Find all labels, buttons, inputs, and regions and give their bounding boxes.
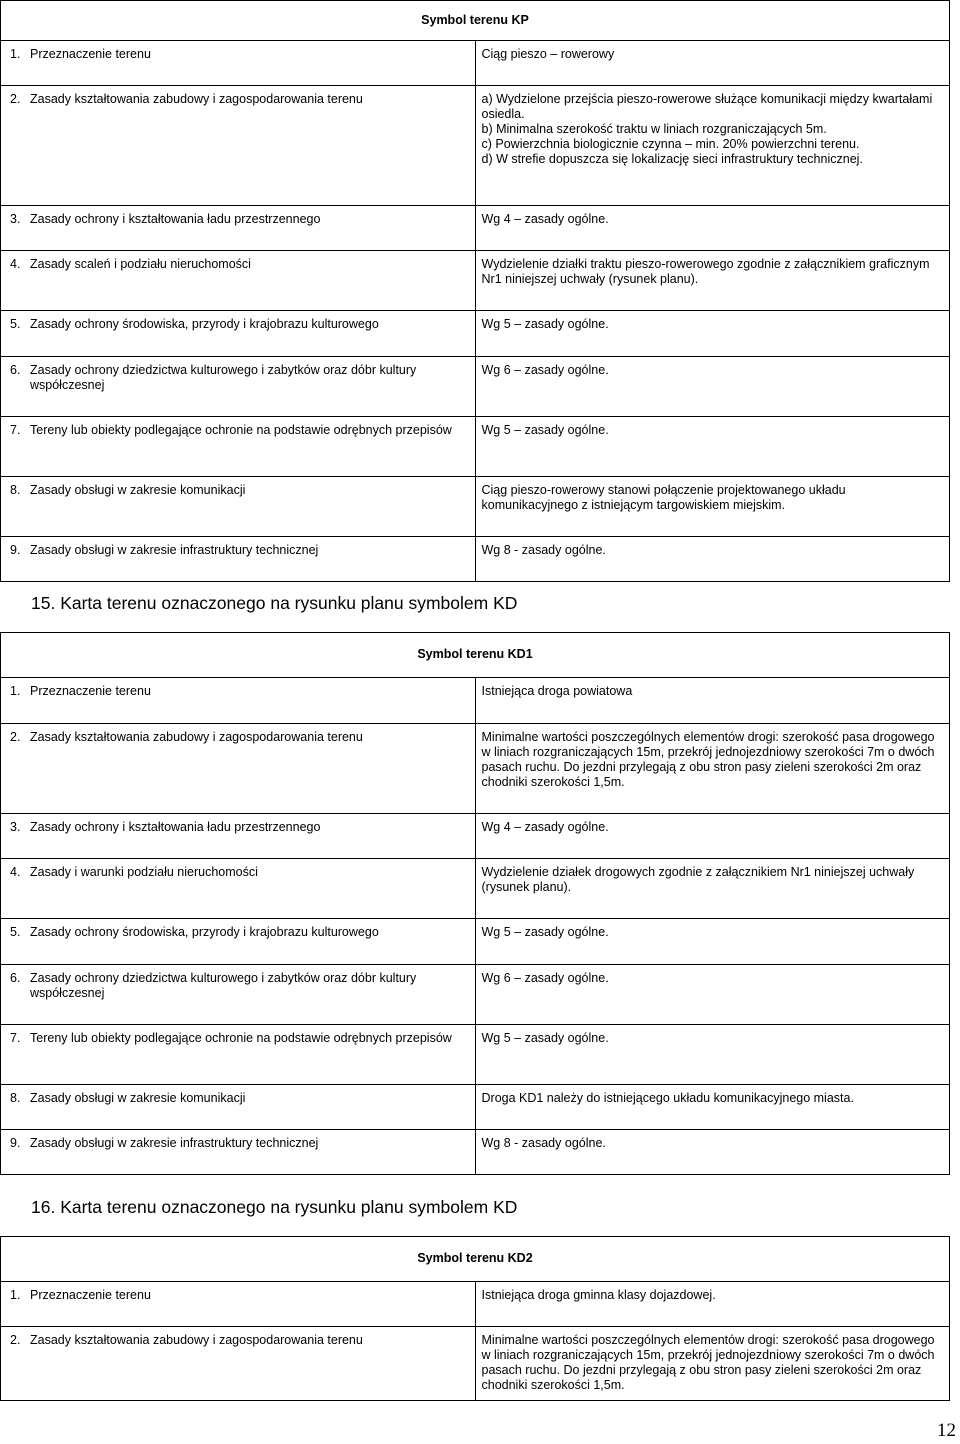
row-label: Zasady obsługi w zakresie infrastruktury technicznej	[30, 543, 319, 557]
table-row	[1, 1327, 950, 1401]
row-label: Zasady ochrony dziedzictwa kulturowego i zabytków oraz dóbr kultury współczesnej	[30, 971, 417, 1000]
row-value-line: Minimalne wartości poszczególnych elementów drogi: szerokość pasa drogowego w liniach rozgraniczających 15m, przekrój jednojezdniowy szerokości 7m o dwóch pasach ruchu. Do jezdni przylegają z obu stron pasy zieleni szerokości 2m oraz chodniki szerokości 1,5m.	[481, 1333, 935, 1392]
row-value-line: Wg 6 – zasady ogólne.	[481, 971, 609, 985]
row-number: 2.	[10, 730, 21, 744]
row-value-line: Wg 4 – zasady ogólne.	[481, 820, 609, 834]
table-row	[1, 1025, 950, 1085]
table-row	[1, 1282, 950, 1327]
row-label: Przeznaczenie terenu	[30, 47, 151, 61]
row-number: 1.	[10, 684, 21, 698]
table-row	[1, 1085, 950, 1130]
row-number: 8.	[10, 483, 21, 497]
row-value-line: c) Powierzchnia biologicznie czynna – min. 20% powierzchni terenu.	[481, 137, 860, 151]
table-row	[1, 537, 950, 582]
row-label: Zasady kształtowania zabudowy i zagospodarowania terenu	[30, 92, 363, 106]
row-value-cell	[475, 814, 950, 859]
row-value-cell	[475, 1282, 950, 1327]
row-value-cell	[475, 311, 950, 357]
row-value-line: Istniejąca droga powiatowa	[481, 684, 633, 698]
row-value-line: Wg 5 – zasady ogólne.	[481, 423, 609, 437]
row-value-cell	[475, 1130, 950, 1175]
row-number: 4.	[10, 257, 21, 271]
row-label-cell	[1, 1025, 476, 1085]
row-label: Zasady ochrony środowiska, przyrody i krajobrazu kulturowego	[30, 317, 379, 331]
table-row	[1, 417, 950, 477]
row-number: 3.	[10, 820, 21, 834]
row-label-cell	[1, 678, 476, 724]
symbol-row	[1, 1237, 950, 1282]
row-label: Tereny lub obiekty podlegające ochronie na podstawie odrębnych przepisów	[30, 423, 452, 437]
table-row	[1, 357, 950, 417]
row-value-cell	[475, 1327, 950, 1401]
row-value-cell	[475, 919, 950, 965]
row-value-line: Minimalne wartości poszczególnych elementów drogi: szerokość pasa drogowego w liniach rozgraniczających 15m, przekrój jednojezdniowy szerokości 7m o dwóch pasach ruchu. Do jezdni przylegają z obu stron pasy zieleni szerokości 2m oraz chodniki szerokości 1,5m.	[481, 730, 935, 789]
row-label-cell	[1, 814, 476, 859]
row-value-line: Wg 8 - zasady ogólne.	[481, 1136, 606, 1150]
row-value-line: b) Minimalna szerokość traktu w liniach rozgraniczających 5m.	[481, 122, 827, 136]
table-row	[1, 1130, 950, 1175]
table-row	[1, 86, 950, 206]
row-label: Zasady obsługi w zakresie komunikacji	[30, 483, 246, 497]
row-value-cell	[475, 965, 950, 1025]
row-value-line: Wydzielenie działek drogowych zgodnie z załącznikiem Nr1 niniejszej uchwały (rysunek planu).	[481, 865, 915, 894]
row-label-cell	[1, 251, 476, 311]
row-label: Zasady scaleń i podziału nieruchomości	[30, 257, 251, 271]
row-label-cell	[1, 1085, 476, 1130]
table-row	[1, 919, 950, 965]
symbol-cell: Symbol terenu KP	[1, 1, 950, 41]
row-label-cell	[1, 1327, 476, 1401]
row-number: 6.	[10, 363, 21, 377]
row-value-line: Droga KD1 należy do istniejącego układu komunikacyjnego miasta.	[481, 1091, 854, 1105]
row-value-line: Wg 5 – zasady ogólne.	[481, 317, 609, 331]
row-value-line: d) W strefie dopuszcza się lokalizację sieci infrastruktury technicznej.	[481, 152, 863, 166]
table-row	[1, 251, 950, 311]
row-value-cell	[475, 1085, 950, 1130]
row-label-cell	[1, 537, 476, 582]
row-value-cell	[475, 417, 950, 477]
row-value-cell	[475, 859, 950, 919]
table-row	[1, 678, 950, 724]
row-label: Przeznaczenie terenu	[30, 684, 151, 698]
row-label-cell	[1, 1282, 476, 1327]
row-label-cell	[1, 41, 476, 86]
row-value-cell	[475, 477, 950, 537]
row-label: Zasady i warunki podziału nieruchomości	[30, 865, 258, 879]
symbol-cell: Symbol terenu KD1	[1, 633, 950, 678]
row-label-cell	[1, 311, 476, 357]
row-value-line: Wg 5 – zasady ogólne.	[481, 1031, 609, 1045]
row-label: Zasady ochrony i kształtowania ładu przestrzennego	[30, 212, 321, 226]
row-label: Przeznaczenie terenu	[30, 1288, 151, 1302]
row-label-cell	[1, 86, 476, 206]
row-value-line: Wydzielenie działki traktu pieszo-rowerowego zgodnie z załącznikiem graficznym Nr1 niniejszej uchwały (rysunek planu).	[481, 257, 930, 286]
row-label: Zasady kształtowania zabudowy i zagospodarowania terenu	[30, 730, 363, 744]
row-value-cell	[475, 86, 950, 206]
section-heading-15: 15. Karta terenu oznaczonego na rysunku planu symbolem KD	[31, 593, 518, 613]
row-number: 2.	[10, 92, 21, 106]
table-row	[1, 724, 950, 814]
row-value-line: Ciąg pieszo – rowerowy	[481, 47, 615, 61]
zoning-table-kd1	[0, 632, 950, 1175]
row-label: Zasady obsługi w zakresie komunikacji	[30, 1091, 246, 1105]
row-value-line: Wg 4 – zasady ogólne.	[481, 212, 609, 226]
row-number: 7.	[10, 1031, 21, 1045]
row-label: Zasady ochrony środowiska, przyrody i krajobrazu kulturowego	[30, 925, 379, 939]
row-value-cell	[475, 251, 950, 311]
row-value-cell	[475, 678, 950, 724]
symbol-cell: Symbol terenu KD2	[1, 1237, 950, 1282]
row-number: 2.	[10, 1333, 21, 1347]
row-label-cell	[1, 724, 476, 814]
zoning-table-kp	[0, 0, 950, 582]
row-label-cell	[1, 417, 476, 477]
row-value-line: a) Wydzielone przejścia pieszo-rowerowe służące komunikacji między kwartałami osiedla.	[481, 92, 933, 121]
table-row	[1, 206, 950, 251]
symbol-row	[1, 633, 950, 678]
row-value-cell	[475, 206, 950, 251]
row-label-cell	[1, 965, 476, 1025]
table-row	[1, 311, 950, 357]
row-number: 5.	[10, 925, 21, 939]
row-label: Zasady obsługi w zakresie infrastruktury technicznej	[30, 1136, 319, 1150]
table-row	[1, 41, 950, 86]
table-row	[1, 965, 950, 1025]
row-label: Zasady ochrony dziedzictwa kulturowego i zabytków oraz dóbr kultury współczesnej	[30, 363, 417, 392]
row-label-cell	[1, 477, 476, 537]
row-number: 1.	[10, 47, 21, 61]
row-label-cell	[1, 357, 476, 417]
table-row	[1, 859, 950, 919]
row-number: 1.	[10, 1288, 21, 1302]
row-value-line: Ciąg pieszo-rowerowy stanowi połączenie projektowanego układu komunikacyjnego z istniejącym targowiskiem miejskim.	[481, 483, 846, 512]
row-number: 9.	[10, 543, 21, 557]
table-row	[1, 814, 950, 859]
row-value-cell	[475, 724, 950, 814]
row-value-line: Istniejąca droga gminna klasy dojazdowej.	[481, 1288, 716, 1302]
row-label: Tereny lub obiekty podlegające ochronie na podstawie odrębnych przepisów	[30, 1031, 452, 1045]
row-label-cell	[1, 919, 476, 965]
row-label: Zasady kształtowania zabudowy i zagospodarowania terenu	[30, 1333, 363, 1347]
row-value-cell	[475, 537, 950, 582]
page-number: 12	[937, 1420, 956, 1441]
row-value-cell	[475, 357, 950, 417]
row-number: 4.	[10, 865, 21, 879]
row-number: 6.	[10, 971, 21, 985]
zoning-table-kd2	[0, 1236, 950, 1401]
row-value-cell	[475, 41, 950, 86]
row-number: 7.	[10, 423, 21, 437]
row-value-line: Wg 6 – zasady ogólne.	[481, 363, 609, 377]
symbol-row	[1, 1, 950, 41]
section-heading-16: 16. Karta terenu oznaczonego na rysunku planu symbolem KD	[31, 1197, 518, 1217]
row-value-cell	[475, 1025, 950, 1085]
table-row	[1, 477, 950, 537]
row-value-line: Wg 8 - zasady ogólne.	[481, 543, 606, 557]
row-number: 5.	[10, 317, 21, 331]
row-number: 9.	[10, 1136, 21, 1150]
row-number: 3.	[10, 212, 21, 226]
row-value-line: Wg 5 – zasady ogólne.	[481, 925, 609, 939]
row-number: 8.	[10, 1091, 21, 1105]
row-label-cell	[1, 859, 476, 919]
row-label: Zasady ochrony i kształtowania ładu przestrzennego	[30, 820, 321, 834]
row-label-cell	[1, 206, 476, 251]
row-label-cell	[1, 1130, 476, 1175]
